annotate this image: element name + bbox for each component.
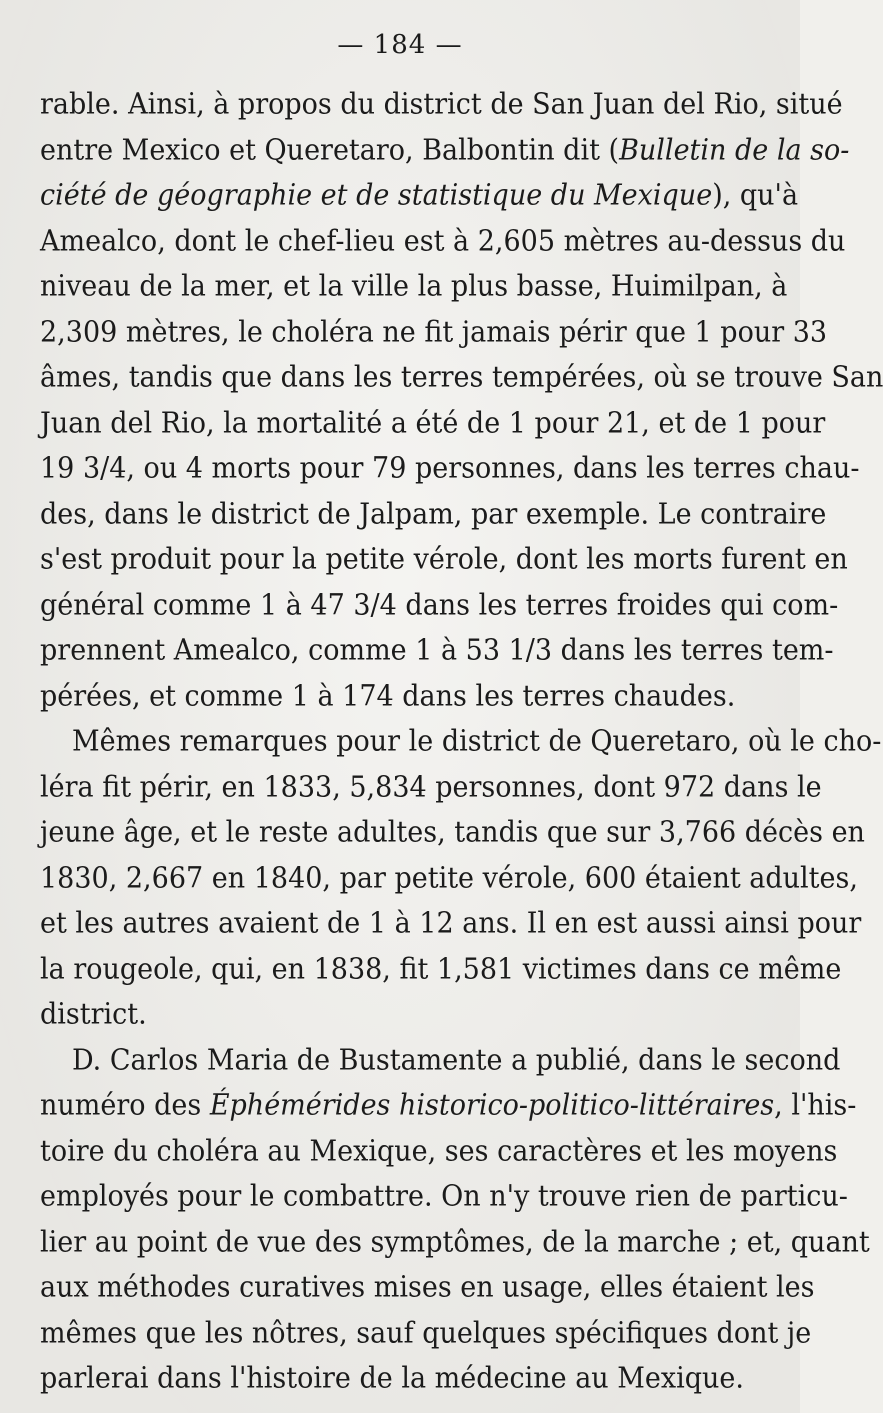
text-line xyxy=(40,1036,841,1084)
text-segment: district. xyxy=(40,998,147,1031)
text-segment: léra fit périr, en 1833, 5,834 personnes, dont 972 dans le xyxy=(40,770,822,804)
text-line xyxy=(40,1082,857,1130)
text-segment: s'est produit pour la petite vérole, dont les morts furent en xyxy=(40,543,848,576)
text-line xyxy=(40,445,860,493)
text-segment: âmes, tandis que dans les terres tempérées, où se trouve San xyxy=(40,361,883,394)
text-line xyxy=(40,1309,812,1357)
text-line xyxy=(40,354,883,402)
text-line xyxy=(40,991,752,1039)
text-line xyxy=(40,308,828,356)
text-segment: employés pour le combattre. On n'y trouve rien de particu- xyxy=(40,1180,848,1213)
text-line xyxy=(40,627,834,675)
text-line xyxy=(40,900,862,948)
text-line xyxy=(40,536,848,584)
text-line xyxy=(40,217,846,265)
italic-text: Bulletin de la so- xyxy=(619,133,850,167)
text-segment: , l'his- xyxy=(774,1089,857,1122)
text-segment: jeune âge, et le reste adultes, tandis que sur 3,766 décès en xyxy=(40,816,865,849)
text-line xyxy=(40,172,799,220)
text-segment: rable. Ainsi, à propos du district de San Juan del Rio, situé xyxy=(40,88,843,121)
text-segment: mêmes que les nôtres, sauf quelques spécifiques dont je xyxy=(40,1316,812,1350)
text-line xyxy=(40,581,839,629)
text-line xyxy=(40,399,826,447)
text-line xyxy=(40,126,850,174)
text-segment: Amealco, dont le chef-lieu est à 2,605 mètres au-dessus du xyxy=(40,224,846,258)
text-line xyxy=(40,1355,752,1403)
text-line xyxy=(40,945,842,993)
text-segment: toire du choléra au Mexique, ses caractères et les moyens xyxy=(40,1134,838,1168)
text-segment: niveau de la mer, et la ville la plus basse, Huimilpan, à xyxy=(40,270,788,303)
text-line xyxy=(40,1127,838,1175)
text-segment: et les autres avaient de 1 à 12 ans. Il en est aussi ainsi pour xyxy=(40,907,862,940)
text-segment: prennent Amealco, comme 1 à 53 1/3 dans les terres tem- xyxy=(40,634,834,667)
italic-text: ciété de géographie et de statistique du Mexique xyxy=(40,179,713,212)
text-line xyxy=(40,809,865,857)
text-segment: des, dans le district de Jalpam, par exemple. Le contraire xyxy=(40,497,827,531)
text-segment: ), qu'à xyxy=(712,179,799,212)
text-segment: la rougeole, qui, en 1838, fit 1,581 victimes dans ce même xyxy=(40,952,842,986)
text-segment: pérées, et comme 1 à 174 dans les terres chaudes. xyxy=(40,679,736,713)
text-segment: numéro des xyxy=(40,1089,210,1122)
text-segment: 19 3/4, ou 4 morts pour 79 personnes, dans les terres chau- xyxy=(40,452,860,485)
text-segment: parlerai dans l'histoire de la médecine au Mexique. xyxy=(40,1362,744,1395)
text-segment: aux méthodes curatives mises en usage, elles étaient les xyxy=(40,1271,815,1304)
text-line xyxy=(40,81,843,129)
text-line xyxy=(40,1264,815,1312)
text-line xyxy=(40,763,822,811)
text-segment: général comme 1 à 47 3/4 dans les terres froides qui com- xyxy=(40,588,839,622)
text-segment: entre Mexico et Queretaro, Balbontin dit ( xyxy=(40,133,620,167)
text-line xyxy=(40,1218,870,1266)
text-segment: lier au point de vue des symptômes, de la marche ; et, quant xyxy=(40,1225,870,1259)
text-line xyxy=(40,672,752,720)
text-line xyxy=(40,490,827,538)
page-number: — 184 — xyxy=(337,30,463,60)
text-segment: 1830, 2,667 en 1840, par petite vérole, 600 étaient adultes, xyxy=(40,861,858,895)
text-segment: Juan del Rio, la mortalité a été de 1 pour 21, et de 1 pour xyxy=(40,406,826,440)
text-line xyxy=(40,718,882,766)
text-segment: Mêmes remarques pour le district de Queretaro, où le cho- xyxy=(72,725,882,758)
text-line xyxy=(40,854,858,902)
italic-text: Éphémérides historico-politico-littéraires xyxy=(209,1089,775,1122)
body-text xyxy=(40,82,883,1402)
text-segment: 2,309 mètres, le choléra ne fit jamais périr que 1 pour 33 xyxy=(40,315,828,349)
text-segment: D. Carlos Maria de Bustamente a publié, dans le second xyxy=(72,1043,841,1077)
text-line xyxy=(40,1173,848,1221)
text-line xyxy=(40,263,788,311)
